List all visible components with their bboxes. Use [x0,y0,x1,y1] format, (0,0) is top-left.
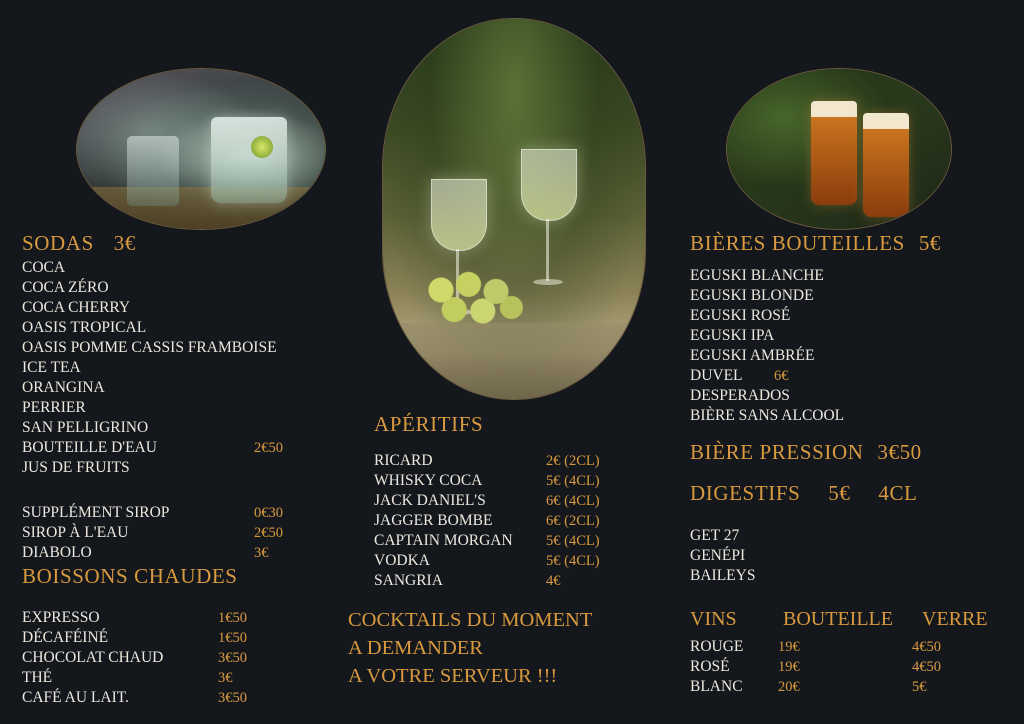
item-name: SUPPLÉMENT SIROP [22,504,170,521]
item-name: BAILEYS [690,567,756,584]
item-name: OASIS POMME CASSIS FRAMBOISE [22,339,277,356]
item-name: COCA ZÉRO [22,279,109,296]
item-name: COCA [22,259,66,276]
item-name: EGUSKI AMBRÉE [690,347,815,364]
beer-photo [726,68,952,230]
item-name: CAPTAIN MORGAN [374,532,513,549]
digestifs-volume: 4CL [878,481,918,505]
item-price: 6€ [774,368,789,384]
item-price: 1€50 [218,610,247,626]
item-name: JACK DANIEL'S [374,492,486,509]
item-price: 3€ [218,670,233,686]
item-price: 5€ (4CL) [546,473,600,489]
vin-bouteille-price: 19€ [778,659,800,675]
cocktails-line-2: A DEMANDER [348,637,483,659]
cocktails-photo [76,68,326,230]
sodas-heading [22,231,136,256]
vins-title: VINS [690,608,737,630]
item-name: EXPRESSO [22,609,100,626]
item-name: OASIS TROPICAL [22,319,147,336]
item-name: JAGGER BOMBE [374,512,493,529]
boissons-chaudes-title: BOISSONS CHAUDES [22,564,238,588]
item-name: VODKA [374,552,430,569]
item-price: 2€ (2CL) [546,453,600,469]
item-name: BIÈRE SANS ALCOOL [690,407,845,424]
item-name: DESPERADOS [690,387,790,404]
item-name: THÉ [22,669,53,686]
item-price: 5€ (4CL) [546,533,600,549]
vin-verre-price: 4€50 [912,639,941,655]
vins-col-verre: VERRE [922,608,988,630]
item-price: 3€50 [218,690,247,706]
item-name: PERRIER [22,399,86,416]
vins-header-row [690,608,988,631]
item-name: DÉCAFÉINÉ [22,629,109,646]
item-name: DIABOLO [22,544,92,561]
cocktails-line-1: COCKTAILS DU MOMENT [348,609,593,631]
item-name: EGUSKI BLONDE [690,287,814,304]
biere-pression-heading [690,440,922,465]
boissons-chaudes-heading [22,564,238,589]
item-name: COCA CHERRY [22,299,131,316]
digestifs-price: 5€ [828,481,851,505]
item-price: 6€ (4CL) [546,493,600,509]
vin-bouteille-price: 19€ [778,639,800,655]
item-name: SIROP À L'EAU [22,524,129,541]
vin-bouteille-price: 20€ [778,679,800,695]
item-name: EGUSKI IPA [690,327,775,344]
vin-name: BLANC [690,678,743,695]
item-name: SAN PELLIGRINO [22,419,149,436]
vin-name: ROUGE [690,638,744,655]
cocktails-line-3: A VOTRE SERVEUR !!! [348,665,558,687]
item-name: RICARD [374,452,433,469]
item-name: EGUSKI BLANCHE [690,267,824,284]
vin-verre-price: 5€ [912,679,927,695]
vins-col-bouteille: BOUTEILLE [783,608,893,630]
item-price: 2€50 [254,440,283,456]
bieres-bouteilles-title: BIÈRES BOUTEILLES [690,231,905,255]
cocktails-notice [348,606,592,690]
wine-photo [382,18,646,400]
digestifs-heading [690,481,917,506]
item-name: CAFÉ AU LAIT. [22,689,129,706]
item-price: 1€50 [218,630,247,646]
item-price: 3€50 [218,650,247,666]
item-price: 5€ (4CL) [546,553,600,569]
item-name: CHOCOLAT CHAUD [22,649,164,666]
item-price: 4€ [546,573,561,589]
biere-pression-title: BIÈRE PRESSION [690,440,864,464]
vin-verre-price: 4€50 [912,659,941,675]
aperitifs-heading [374,412,483,437]
sodas-price: 3€ [113,231,136,255]
item-name: JUS DE FRUITS [22,459,130,476]
item-name: SANGRIA [374,572,443,589]
item-name: WHISKY COCA [374,472,483,489]
item-name: GENÉPI [690,547,746,564]
item-price: 2€50 [254,525,283,541]
bieres-bouteilles-heading [690,231,941,256]
item-name: ORANGINA [22,379,105,396]
item-name: GET 27 [690,527,740,544]
item-name: ICE TEA [22,359,81,376]
item-price: 6€ (2CL) [546,513,600,529]
aperitifs-title: APÉRITIFS [374,412,484,436]
bieres-bouteilles-price: 5€ [918,231,942,255]
sodas-title: SODAS [22,231,94,255]
item-price: 3€ [254,545,269,561]
biere-pression-price: 3€50 [877,440,922,464]
vin-name: ROSÉ [690,658,730,675]
item-price: 0€30 [254,505,283,521]
item-name: DUVEL [690,367,743,384]
item-name: BOUTEILLE D'EAU [22,439,157,456]
item-name: EGUSKI ROSÉ [690,307,791,324]
digestifs-title: DIGESTIFS [690,481,801,505]
